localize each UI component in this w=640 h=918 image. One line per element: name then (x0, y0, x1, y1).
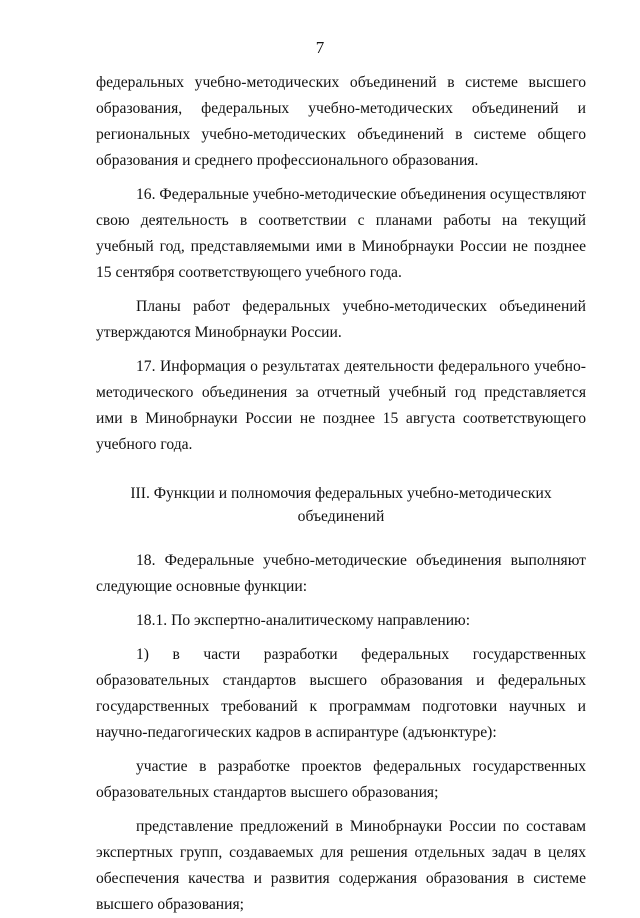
paragraph-18: 18. Федеральные учебно-методические объединения выполняют следующие основные функции: (96, 552, 586, 595)
document-body (96, 70, 586, 918)
paragraph-18-1: 18.1. По экспертно-аналитическому направлению: (136, 612, 471, 629)
paragraph-proposals: представление предложений в Минобрнауки России по составам экспертных групп, создаваемых для решения отдельных задач в целях обеспечения качества и развития содержания образования в системе высшего образования; (96, 818, 586, 913)
paragraph-16-plans: Планы работ федеральных учебно-методических объединений утверждаются Минобрнауки России. (96, 298, 586, 341)
paragraph-17: 17. Информация о результатах деятельности федерального учебно-методического объединения за отчетный учебный год представляется ими в Минобрнауки России не позднее 15 августа соответствующего учебного года. (96, 358, 586, 453)
section-heading-line-2: объединений (297, 508, 385, 525)
paragraph-18-1-item-1: 1) в части разработки федеральных государственных образовательных стандартов высшего образования и федеральных государственных требований к программам подготовки научных и научно-педагогических кадров в аспирантуре (адъюнктуре): (96, 646, 586, 741)
section-heading (96, 482, 586, 528)
paragraph-continuation: федеральных учебно-методических объединений в системе высшего образования, федеральных учебно-методических объединений и региональных учебно-методических объединений в системе общего образования и среднего профессионального образования. (96, 74, 586, 169)
paragraph-16: 16. Федеральные учебно-методические объединения осуществляют свою деятельность в соответствии с планами работы на текущий учебный год, представляемыми ими в Минобрнауки России не позднее 15 сентября соответствующего учебного года. (96, 186, 586, 281)
page-number: 7 (315, 38, 325, 57)
section-heading-line-1: III. Функции и полномочия федеральных учебно-методических (130, 485, 552, 502)
paragraph-participation: участие в разработке проектов федеральных государственных образовательных стандартов высшего образования; (96, 758, 586, 801)
